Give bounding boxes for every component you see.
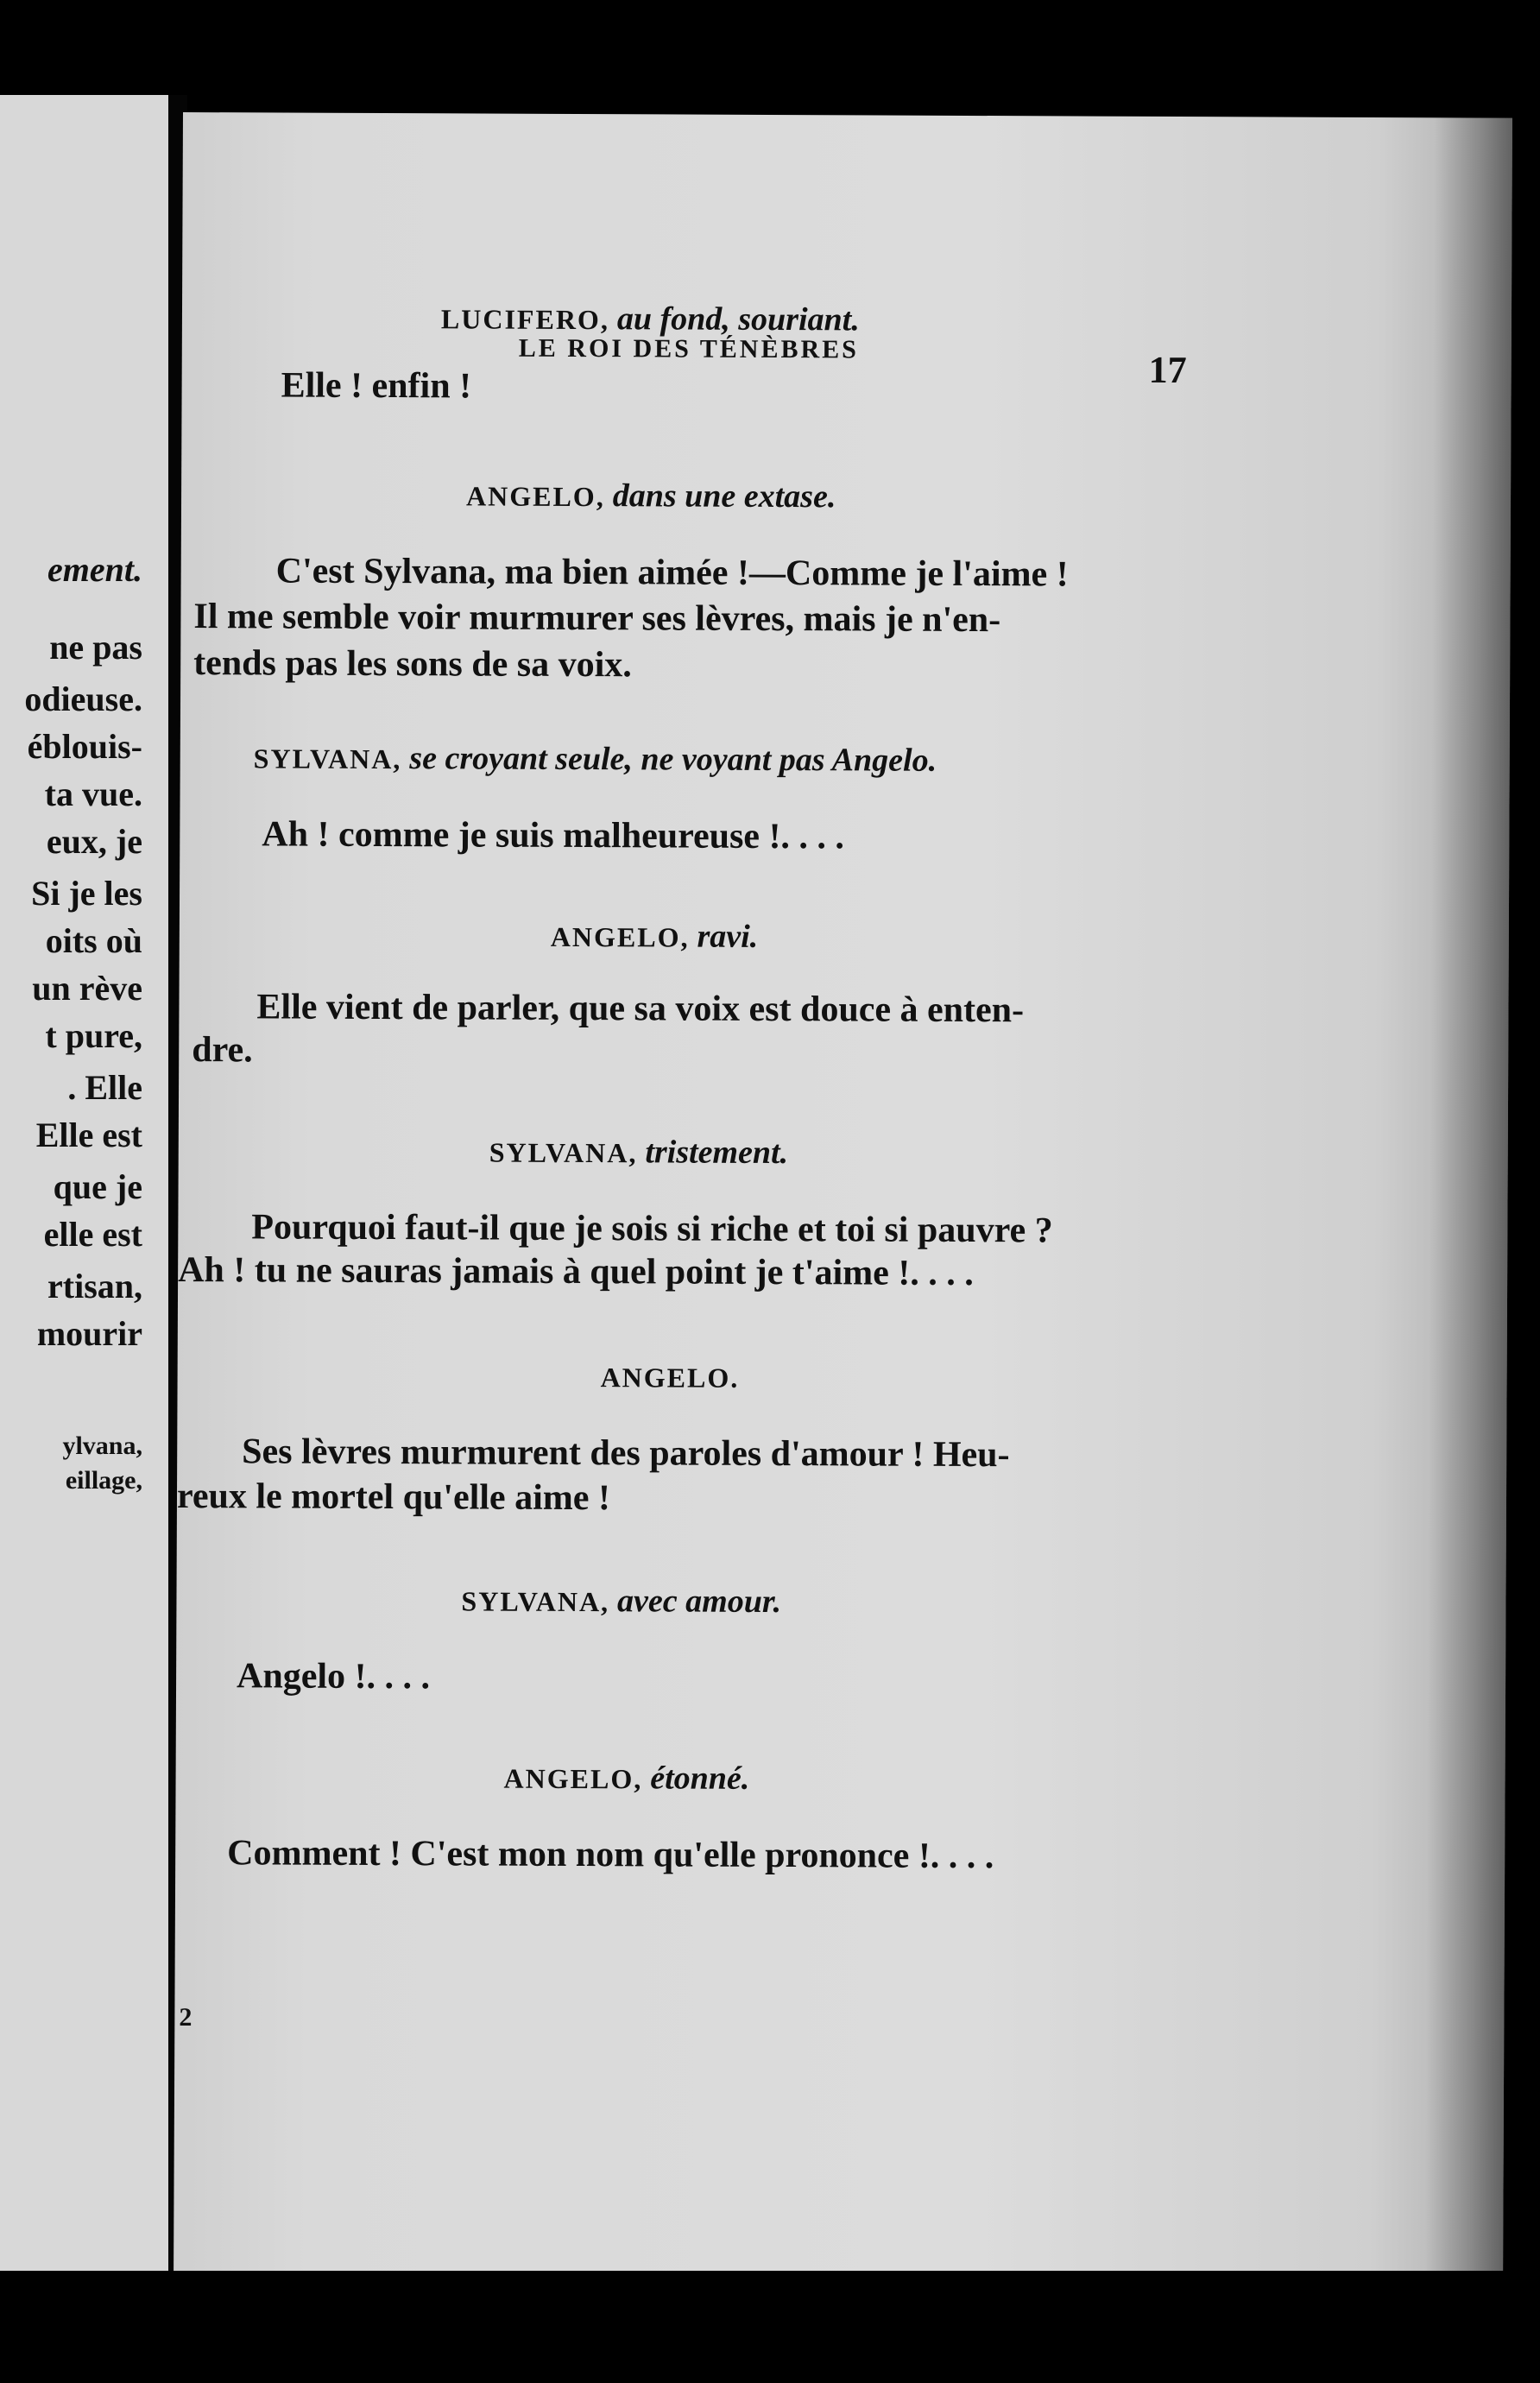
dialogue-line: Ses lèvres murmurent des paroles d'amour ! Heu- xyxy=(242,1432,1010,1476)
dialogue-line: tends pas les sons de sa voix. xyxy=(193,643,632,686)
left-page-line: un rève xyxy=(32,969,142,1008)
left-page-line: ement. xyxy=(47,550,142,589)
dialogue-line: dre. xyxy=(192,1030,253,1071)
dialogue-line: Angelo !. . . . xyxy=(236,1656,431,1697)
speaker-cue xyxy=(601,1362,740,1394)
left-page-line: Si je les xyxy=(31,874,142,913)
stage-direction: ravi. xyxy=(697,918,759,955)
speaker-cue xyxy=(441,299,860,338)
dialogue-line: Ah ! tu ne sauras jamais à quel point je t'aime !. . . . xyxy=(178,1249,974,1294)
stage-direction: dans une extase. xyxy=(612,477,836,515)
left-page-line: ta vue. xyxy=(44,774,142,813)
stage-direction: étonné. xyxy=(650,1760,750,1797)
left-page-line: oits où xyxy=(45,921,142,960)
left-page-line: ylvana, xyxy=(62,1432,142,1460)
speaker-name: LUCIFERO, xyxy=(440,303,609,336)
signature-mark: 2 xyxy=(179,2003,192,2032)
left-page-line: Elle est xyxy=(35,1116,142,1154)
speaker-name: SYLVANA, xyxy=(461,1585,610,1618)
dialogue-line: Elle ! enfin ! xyxy=(281,365,472,407)
speaker-cue xyxy=(461,1581,781,1621)
speaker-cue xyxy=(503,1759,749,1798)
left-page-line: . Elle xyxy=(67,1068,142,1107)
left-page-line: eux, je xyxy=(46,822,142,861)
speaker-name: SYLVANA, xyxy=(489,1136,638,1169)
speaker-cue xyxy=(254,738,937,779)
stage-direction: tristement. xyxy=(645,1134,789,1172)
dialogue-line: reux le mortel qu'elle aime ! xyxy=(176,1476,611,1519)
speaker-name: ANGELO, xyxy=(550,920,690,953)
main-page xyxy=(174,112,1512,2303)
scan-bottom-border xyxy=(0,2271,1540,2383)
page-edge-shadow xyxy=(1425,117,1512,2302)
left-page-line: mourir xyxy=(36,1314,142,1353)
page-number: 17 xyxy=(1148,348,1187,392)
speaker-cue xyxy=(551,917,759,956)
left-page-line: t pure, xyxy=(45,1016,142,1055)
speaker-name: ANGELO. xyxy=(600,1362,740,1394)
left-page-line: odieuse. xyxy=(24,680,142,718)
stage-direction: avec amour. xyxy=(617,1583,782,1621)
speaker-name: ANGELO, xyxy=(465,480,605,513)
dialogue-line: Pourquoi faut-il que je sois si riche et toi si pauvre ? xyxy=(251,1207,1053,1251)
left-page-line: éblouis- xyxy=(27,727,142,766)
dialogue-line: Ah ! comme je suis malheureuse !. . . . xyxy=(262,814,845,857)
running-title: LE ROI DES TÉNÈBRES xyxy=(518,333,859,364)
left-facing-page xyxy=(0,95,168,2279)
speaker-cue xyxy=(466,476,836,515)
dialogue-line: C'est Sylvana, ma bien aimée !—Comme je l'aime ! xyxy=(275,551,1069,595)
left-page-line: que je xyxy=(53,1167,142,1206)
left-page-line: elle est xyxy=(43,1215,142,1254)
left-page-line: ne pas xyxy=(49,628,142,667)
left-page-line: eillage, xyxy=(65,1466,142,1495)
stage-direction: se croyant seule, ne voyant pas Angelo. xyxy=(409,740,937,779)
left-page-line: rtisan, xyxy=(47,1267,142,1305)
dialogue-line: Elle vient de parler, que sa voix est douce à enten- xyxy=(256,987,1025,1031)
dialogue-line: Il me semble voir murmurer ses lèvres, mais je n'en- xyxy=(193,597,1001,641)
speaker-name: ANGELO, xyxy=(503,1762,643,1795)
stage-direction: au fond, souriant. xyxy=(616,300,860,338)
dialogue-line: Comment ! C'est mon nom qu'elle prononce !. . . . xyxy=(227,1833,994,1877)
speaker-name: SYLVANA, xyxy=(253,743,402,775)
speaker-cue xyxy=(489,1133,789,1173)
